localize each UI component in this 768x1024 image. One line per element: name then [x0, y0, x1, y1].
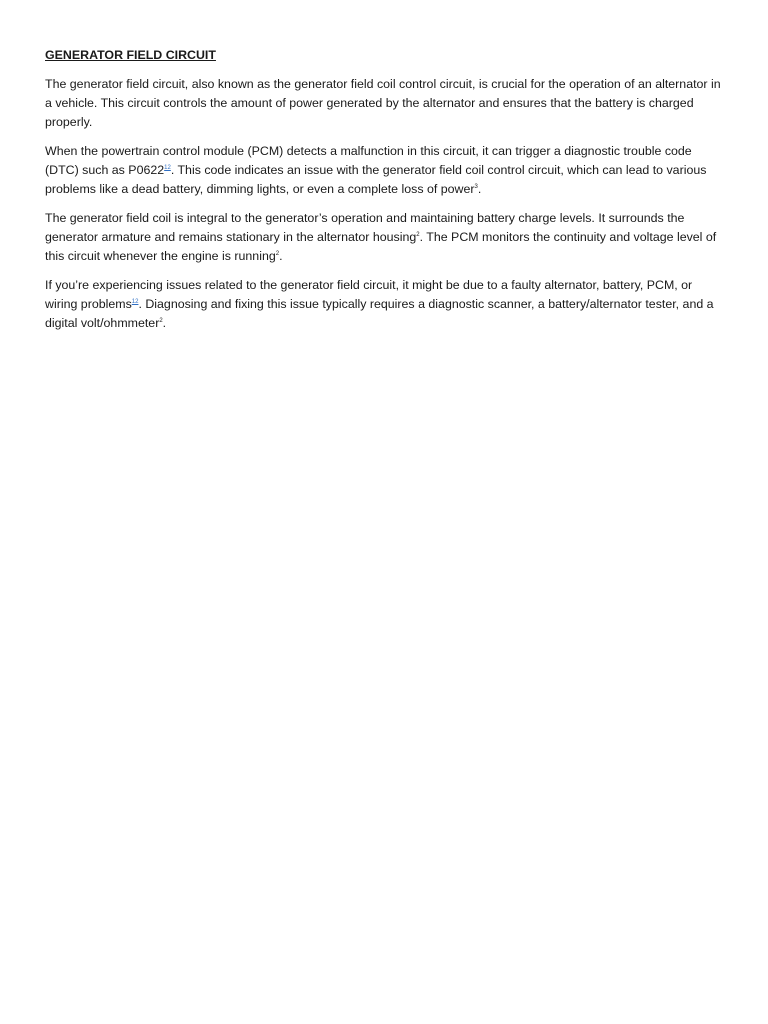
paragraph-text: . Diagnosing and fixing this issue typically requires a diagnostic scanner, a battery/alternator tester, and a digital volt/ohmmeter: [45, 297, 714, 330]
footnote-ref: 3: [474, 183, 478, 190]
paragraph-text: . This code indicates an issue with the generator field coil control circuit, which can lead to various problems like a dead battery, dimming lights, or even a complete loss of power: [45, 163, 707, 196]
paragraph-text: .: [279, 249, 283, 263]
footnote-link[interactable]: 12: [131, 298, 139, 305]
document-title: GENERATOR FIELD CIRCUIT: [45, 48, 216, 62]
footnote-ref: 2: [416, 231, 420, 238]
paragraph-intro: The generator field circuit, also known as the generator field coil control circuit, is crucial for the operation of an alternator in a vehicle. This circuit controls the amount of power generated by the alternator and ensures that the battery is charged properly.: [45, 77, 721, 129]
paragraph-text: The generator field coil is integral to the generator’s operation and maintaining battery charge levels. It surrounds the generator armature and remains stationary in the alternator housing: [45, 211, 685, 244]
paragraph-diagnosis: [45, 276, 725, 333]
paragraph-pcm-dtc: [45, 142, 725, 199]
document-page: [45, 46, 725, 343]
paragraph-text: .: [162, 316, 167, 330]
footnote-link[interactable]: 12: [164, 164, 171, 171]
footnote-ref: 2: [275, 250, 280, 257]
paragraph-text: When the powertrain control module (PCM) detects a malfunction in this circuit, it can trigger a diagnostic trouble code (DTC) such as P0622: [45, 144, 692, 177]
paragraph-text: . The PCM monitors the continuity and voltage level of this circuit whenever the engine is running: [45, 230, 717, 263]
paragraph-text: .: [477, 182, 482, 196]
paragraph-text: If you’re experiencing issues related to the generator field circuit, it might be due to a faulty alternator, battery, PCM, or wiring problems: [45, 278, 693, 311]
paragraph-field-coil: [45, 209, 725, 266]
footnote-ref: 2: [159, 317, 163, 324]
